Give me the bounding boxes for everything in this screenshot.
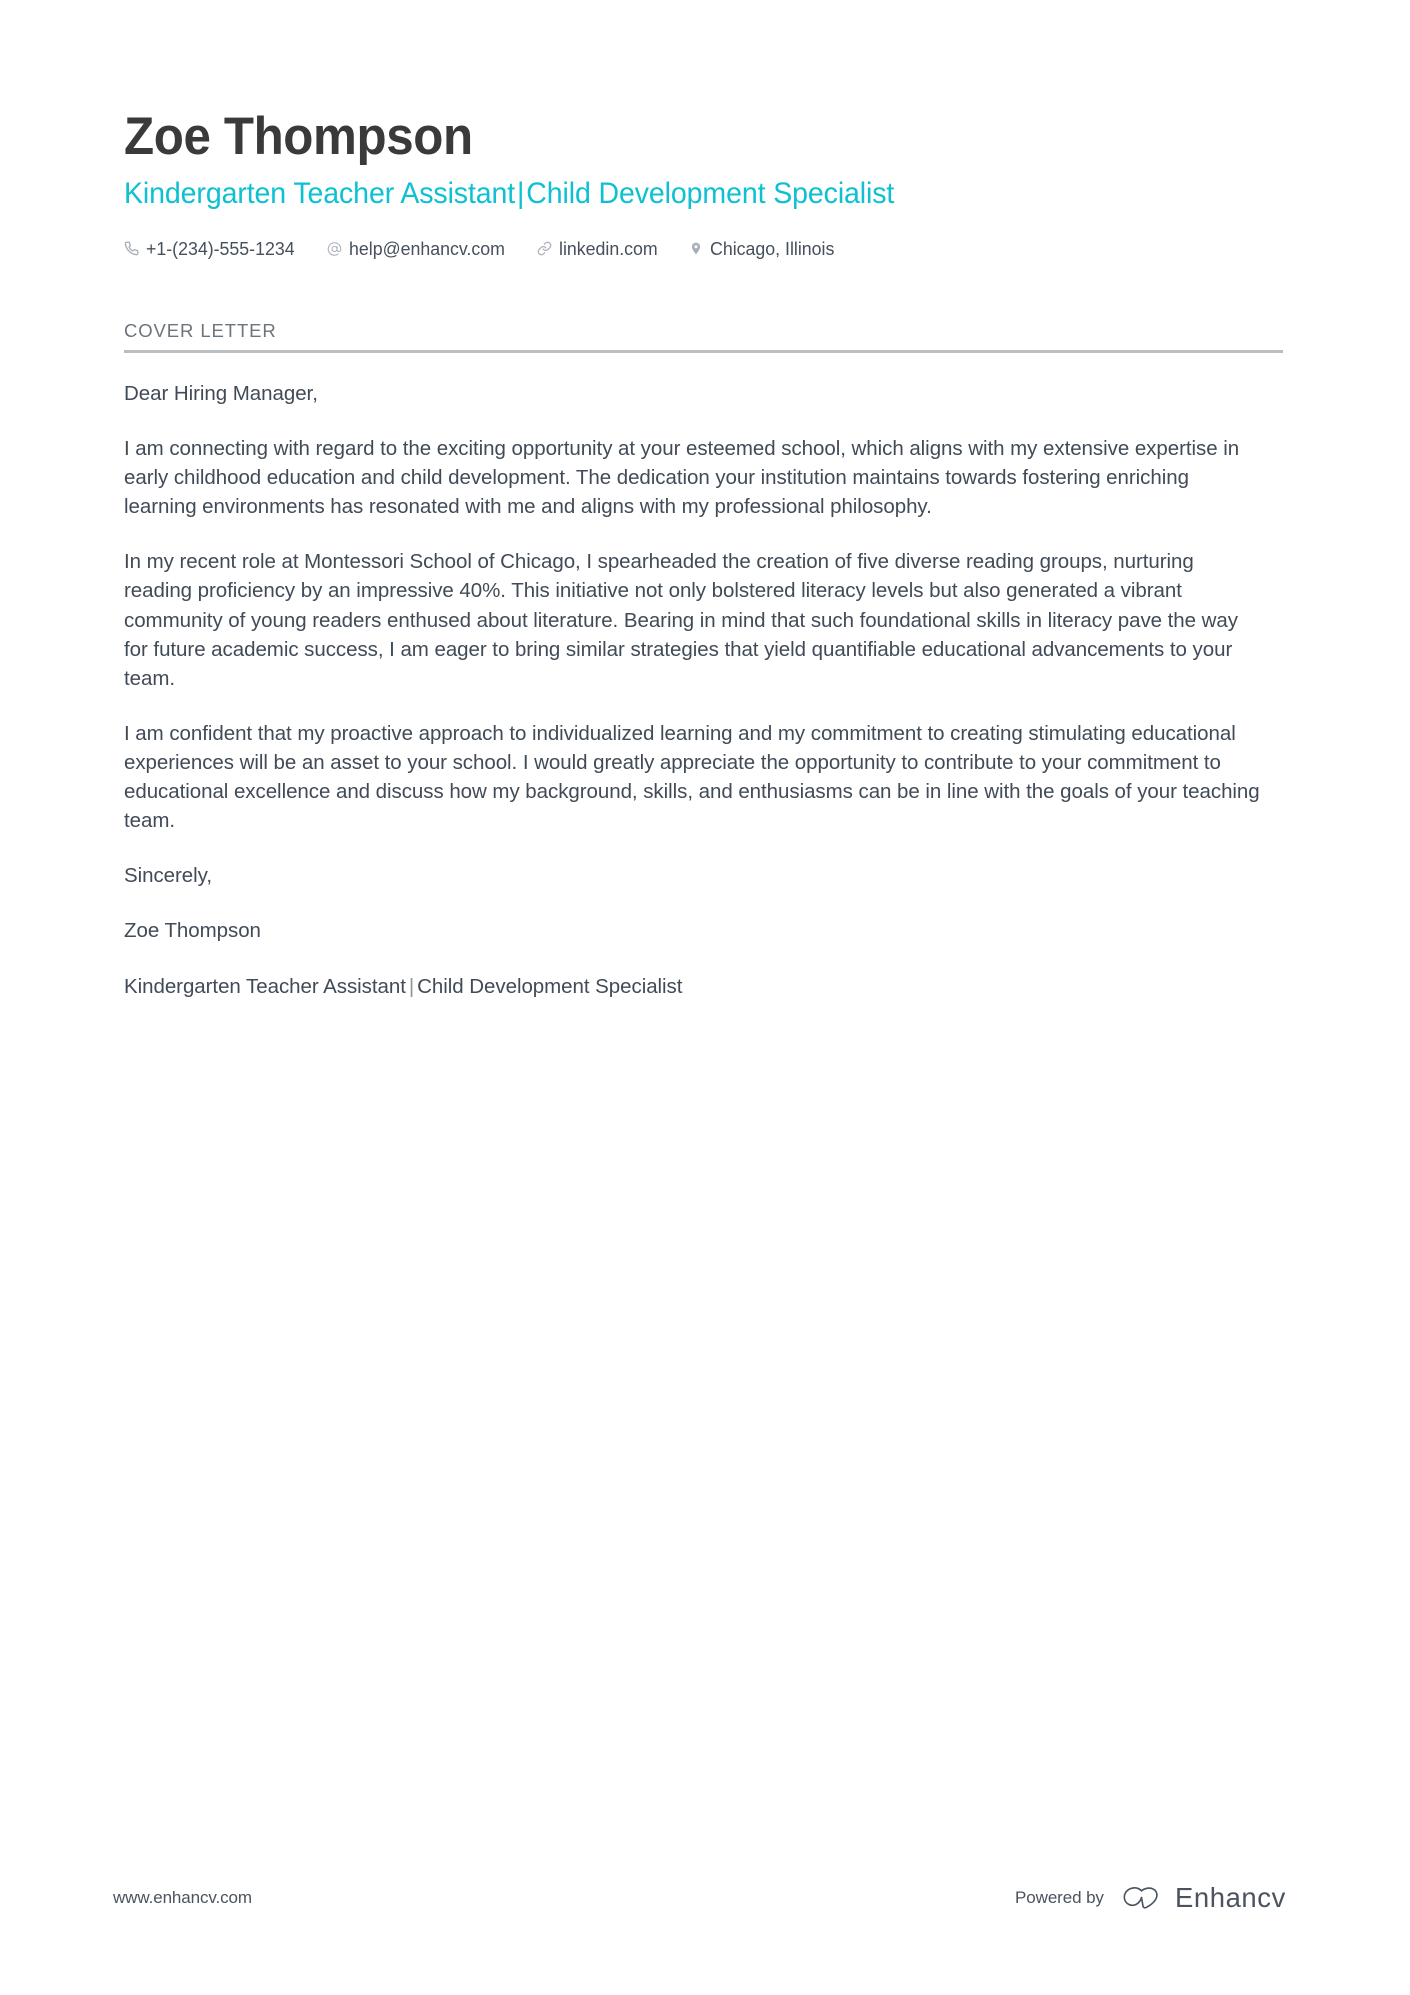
- contact-link-text: linkedin.com: [559, 237, 658, 259]
- letter-paragraph: I am confident that my proactive approach to individualized learning and my commitment to creating stimulating educational experiences will be an asset to your school. I would greatly appreciate the opportunity to contribute to your commitment to educational excellence and discuss how my background, skills, and enthusiasms can be in line with the goals of your teaching team.: [124, 721, 1260, 833]
- footer-brand: [1015, 1882, 1288, 1914]
- powered-by-label: Powered by: [1015, 1888, 1104, 1907]
- section-title: COVER LETTER: [124, 319, 277, 341]
- letter-paragraph: In my recent role at Montessori School of Chicago, I spearheaded the creation of five diverse reading groups, nurturing reading proficiency by an impressive 40%. This initiative not only bolstered literacy levels but also generated a vibrant community of young readers enthused about literature. Bearing in mind that such foundational skills in literacy pave the way for future academic success, I am eager to bring similar strategies that yield quantifiable educational advancements to your team.: [124, 550, 1238, 690]
- contact-link[interactable]: [537, 238, 662, 260]
- enhancv-wordmark: Enhancv: [1174, 1882, 1286, 1913]
- signature-title: [124, 972, 1264, 1001]
- cover-letter-section: [124, 320, 1284, 1001]
- section-divider: [124, 350, 1283, 353]
- contact-email-text: help@enhancv.com: [348, 237, 505, 259]
- enhancv-logo-icon: [1120, 1886, 1164, 1910]
- page-footer: [0, 1850, 1410, 1995]
- signature-title-primary: Kindergarten Teacher Assistant: [124, 974, 406, 998]
- letter-closing: Sincerely,: [124, 864, 212, 888]
- signature-title-secondary: Child Development Specialist: [417, 974, 683, 998]
- email-icon: [327, 240, 342, 257]
- footer-website-link[interactable]: www.enhancv.com: [113, 1888, 252, 1907]
- phone-icon: [124, 240, 139, 257]
- contact-location-text: Chicago, Illinois: [710, 237, 835, 259]
- letter-body: [124, 379, 1264, 1001]
- signature-name: Zoe Thompson: [124, 919, 261, 943]
- contact-row: [124, 238, 1284, 260]
- job-title-primary: Kindergarten Teacher Assistant: [124, 177, 516, 211]
- contact-email[interactable]: [327, 238, 511, 260]
- letter-paragraph: I am connecting with regard to the exciting opportunity at your esteemed school, which aligns with my extensive expertise in early childhood education and child development. The dedication your institution maintains towards fostering enriching learning environments has resonated with me and aligns with my professional philosophy.: [124, 437, 1240, 519]
- enhancv-brand-lockup[interactable]: [1120, 1882, 1288, 1914]
- document-content: [124, 0, 1284, 1001]
- full-name: Zoe Thompson: [124, 107, 473, 166]
- location-pin-icon: [688, 240, 703, 257]
- contact-location[interactable]: [688, 238, 840, 260]
- document-header: [124, 0, 1284, 260]
- signature-title-separator: |: [408, 974, 415, 998]
- link-icon: [537, 240, 552, 257]
- letter-salutation: Dear Hiring Manager,: [124, 381, 318, 405]
- contact-phone-text: +1-(234)-555-1234: [146, 237, 295, 259]
- job-title-separator: |: [517, 177, 525, 211]
- job-title: [124, 175, 1226, 213]
- job-title-secondary: Child Development Specialist: [526, 177, 895, 211]
- contact-phone[interactable]: [124, 238, 301, 260]
